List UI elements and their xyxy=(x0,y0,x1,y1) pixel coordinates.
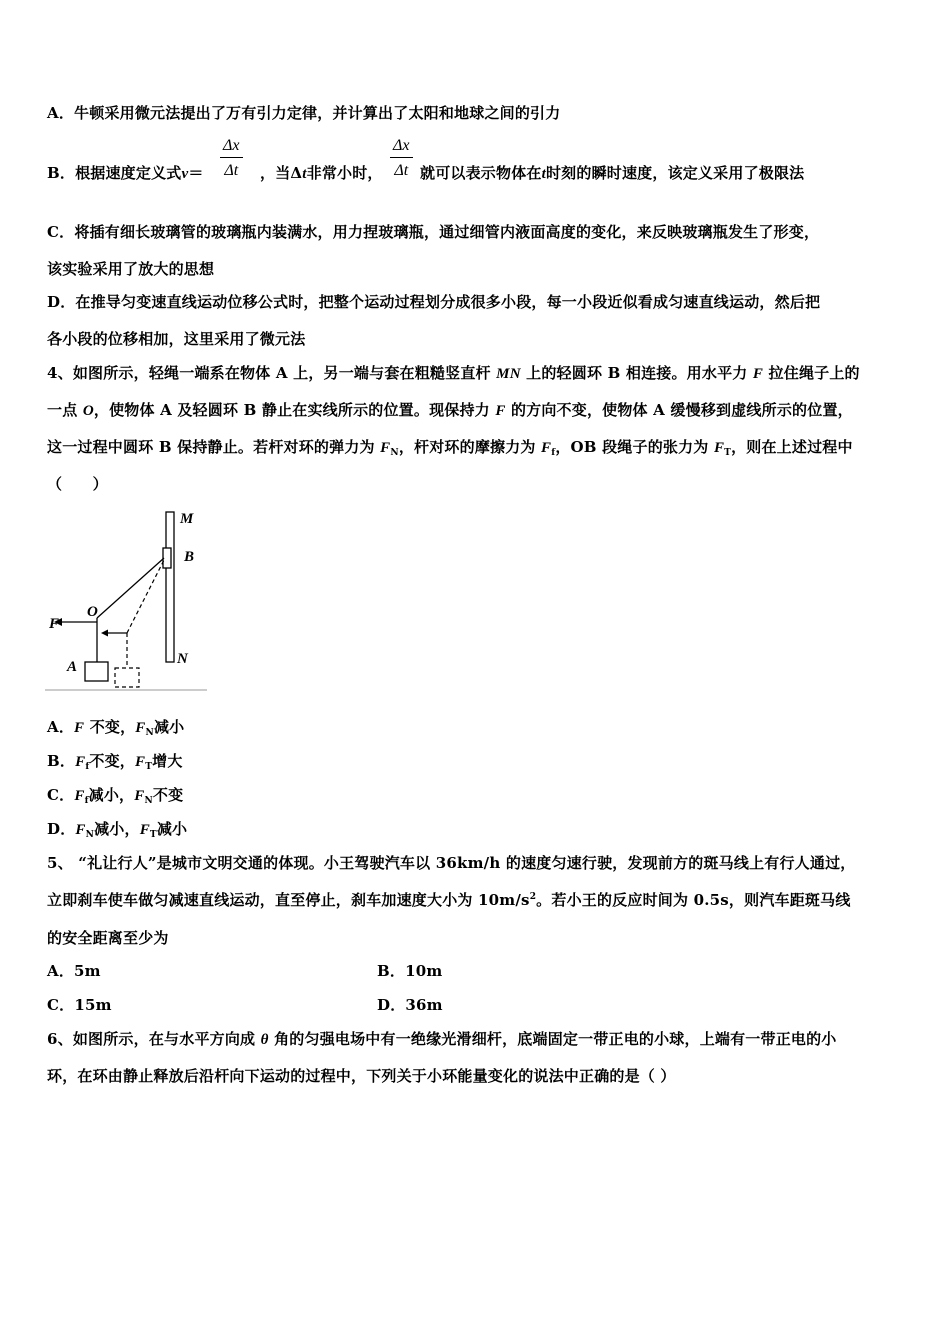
ring-b xyxy=(163,548,171,568)
q4-stem-line2: 一点 O，使物体 A 及轻圆环 B 静止在实线所示的位置。现保持力 F 的方向不变，使物体 A 缓慢移到虚线所示的位置， xyxy=(47,401,853,419)
label-f: F xyxy=(49,616,60,632)
q4-answer-paren: （ ） xyxy=(47,475,108,493)
label-o: O xyxy=(87,604,98,620)
label-b: B xyxy=(184,549,195,565)
fraction-dx-dt-1: $\frac{\Delta x}{\Delta t}$ xyxy=(220,137,243,180)
q4-figure xyxy=(40,505,215,695)
fraction-dx-dt-2: $\frac{\Delta x}{\Delta t}$ xyxy=(390,137,413,180)
q5-option-a: A．5m xyxy=(47,962,101,980)
q4-option-c: C．$F_f$减小，$F_N$不变 xyxy=(47,786,184,806)
label-m: M xyxy=(180,511,194,527)
block-a-dashed xyxy=(115,668,139,687)
q4-stem-line1: 4、如图所示，轻绳一端系在物体 A 上，另一端与套在粗糙竖直杆 MN 上的轻圆环 B 相连接。用水平力 F 拉住绳子上的 xyxy=(47,364,860,382)
block-a xyxy=(85,662,108,681)
q4-option-a: A．F 不变，$F_N$减小 xyxy=(47,718,185,738)
rope-ob-solid xyxy=(97,558,164,618)
q3-option-c-line2: 该实验采用了放大的思想 xyxy=(47,260,215,278)
q5-option-b: B．10m xyxy=(377,962,443,980)
q5-option-c: C．15m xyxy=(47,996,112,1014)
label-a: A xyxy=(67,659,78,675)
q6-stem-line1: 6、如图所示，在与水平方向成 θ 角的匀强电场中有一绝缘光滑细杆，底端固定一带正电的小球，上端有一带正电的小 xyxy=(47,1030,837,1048)
label-n: N xyxy=(177,651,188,667)
q5-stem-line3: 的安全距离至少为 xyxy=(47,929,169,947)
force-f-dashed-arrowhead xyxy=(101,630,108,637)
q3-option-d-line1: D．在推导匀变速直线运动位移公式时，把整个运动过程划分成很多小段，每一小段近似看成匀速直线运动，然后把 xyxy=(47,293,821,311)
q3-option-b-middle: ，当Δt非常小时， xyxy=(260,164,383,182)
q3-option-b: B．根据速度定义式v＝ xyxy=(47,164,204,182)
q4-option-b: B．$F_f$不变，$F_T$增大 xyxy=(47,752,183,772)
q5-stem-line1: 5、 “礼让行人”是城市文明交通的体现。小王驾驶汽车以 36km/h 的速度匀速行驶，发现前方的斑马线上有行人通过， xyxy=(47,854,856,872)
q3-option-c-line1: C．将插有细长玻璃管的玻璃瓶内装满水，用力捏玻璃瓶，通过细管内液面高度的变化，来反映玻璃瓶发生了形变， xyxy=(47,223,820,241)
rope-ob-dashed xyxy=(127,560,164,633)
q3-option-a: A．牛顿采用微元法提出了万有引力定律，并计算出了太阳和地球之间的引力 xyxy=(47,104,561,122)
q3-option-b-end: 就可以表示物体在t时刻的瞬时速度，该定义采用了极限法 xyxy=(420,164,805,182)
rod-mn xyxy=(166,512,174,662)
q4-stem-line3: 这一过程中圆环 B 保持静止。若杆对环的弹力为 $F_N$，杆对环的摩擦力为 $F_f$，OB 段绳子的张力为 $F_T$，则在上述过程中 xyxy=(47,438,853,458)
q5-option-d: D．36m xyxy=(377,996,443,1014)
q6-stem-line2: 环，在环由静止释放后沿杆向下运动的过程中，下列关于小环能量变化的说法中正确的是（ ） xyxy=(47,1067,676,1085)
q5-stem-line2: 立即刹车使车做匀减速直线运动，直至停止，刹车加速度大小为 $10m/s^2$。若小王的反应时间为 0.5s，则汽车距斑马线 xyxy=(47,891,851,909)
q4-option-d: D．$F_N$减小，$F_T$减小 xyxy=(47,820,188,840)
q3-option-d-line2: 各小段的位移相加，这里采用了微元法 xyxy=(47,330,306,348)
